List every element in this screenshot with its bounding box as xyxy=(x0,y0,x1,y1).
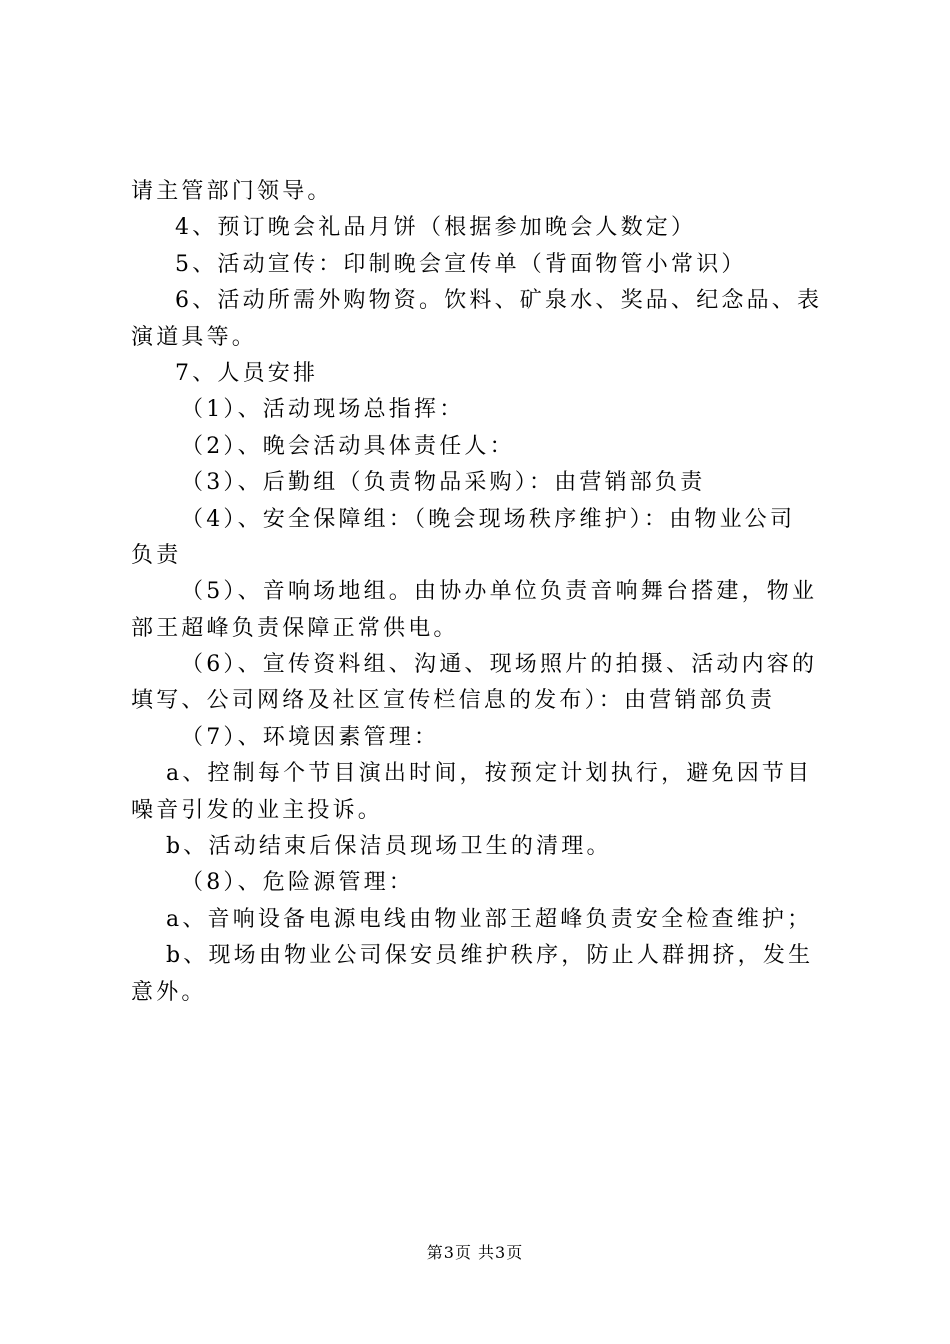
paragraph-line: （7）、环境因素管理： xyxy=(181,724,440,750)
paragraph-line: 7、人员安排 xyxy=(175,360,319,386)
paragraph-line: b、现场由物业公司保安员维护秩序，防止人群拥挤，发生 xyxy=(166,943,814,969)
paragraph-line: （8）、危险源管理： xyxy=(181,870,414,896)
paragraph-line: 6、活动所需外购物资。饮料、矿泉水、奖品、纪念品、表 xyxy=(175,288,823,314)
paragraph-line: 演道具等。 xyxy=(131,324,258,350)
paragraph-line: 5、活动宣传：印制晚会宣传单（背面物管小常识） xyxy=(175,251,747,277)
paragraph-line: （6）、宣传资料组、沟通、现场照片的拍摄、活动内容的 xyxy=(181,652,818,678)
paragraph-line: 负责 xyxy=(131,542,182,568)
document-body xyxy=(131,174,831,1011)
paragraph-line: （4）、安全保障组：（晚会现场秩序维护）：由物业公司 xyxy=(181,506,796,532)
paragraph-line: （3）、后勤组（负责物品采购）：由营销部负责 xyxy=(181,470,706,496)
paragraph-line: 填写、公司网络及社区宣传栏信息的发布）：由营销部负责 xyxy=(131,688,776,714)
paragraph-line: b、活动结束后保洁员现场卫生的清理。 xyxy=(166,834,612,860)
paragraph-line: a、音响设备电源电线由物业部王超峰负责安全检查维护； xyxy=(166,906,813,932)
paragraph-line: a、控制每个节目演出时间，按预定计划执行，避免因节目 xyxy=(166,761,813,787)
paragraph-line: 请主管部门领导。 xyxy=(131,179,333,204)
paragraph-line: 4、预订晚会礼品月饼（根据参加晚会人数定） xyxy=(175,215,697,241)
paragraph-line: （5）、音响场地组。由协办单位负责音响舞台搭建，物业 xyxy=(181,579,818,605)
paragraph-line: （1）、活动现场总指挥： xyxy=(181,397,465,423)
paragraph-line: 噪音引发的业主投诉。 xyxy=(131,797,384,823)
paragraph-line: （2）、晚会活动具体责任人： xyxy=(181,433,515,459)
page-number: 第3页 共3页 xyxy=(426,1243,524,1262)
page-footer xyxy=(0,1243,950,1263)
paragraph-line: 意外。 xyxy=(131,979,207,1005)
paragraph-line: 部王超峰负责保障正常供电。 xyxy=(131,615,459,641)
